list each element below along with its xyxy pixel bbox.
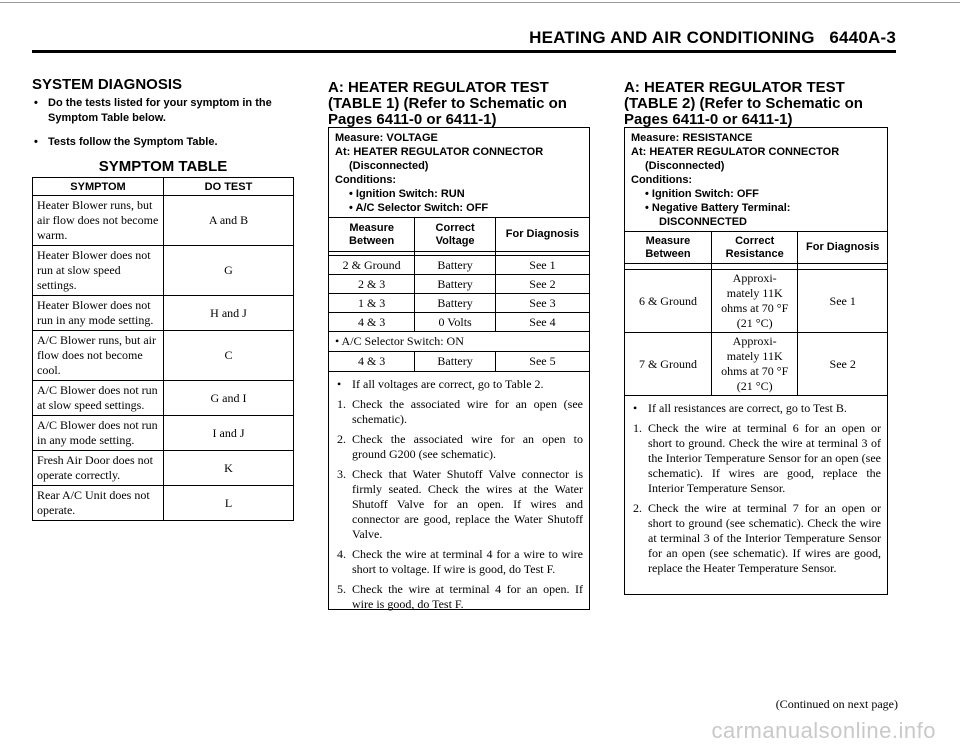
test-cell: L <box>164 486 294 521</box>
subcondition-row <box>329 332 589 352</box>
symptom-cell: Heater Blower does not run in any mode setting. <box>33 296 164 331</box>
test1-table <box>329 217 589 371</box>
at-sub-label: (Disconnected) <box>645 160 725 172</box>
between-cell: 2 & Ground <box>329 256 415 275</box>
step-number: 1. <box>633 421 642 435</box>
column-header: Correct Resistance <box>711 232 797 264</box>
between-cell: 4 & 3 <box>329 352 415 371</box>
at-label: At: HEATER REGULATOR CONNECTOR <box>631 146 840 158</box>
test-cell: A and B <box>164 196 294 246</box>
at-sub-label: (Disconnected) <box>349 160 429 172</box>
measure-label: Measure: RESISTANCE <box>631 132 753 144</box>
diag-cell: See 1 <box>495 256 589 275</box>
subcondition-cell: • A/C Selector Switch: ON <box>329 332 589 352</box>
symptom-cell: Fresh Air Door does not operate correctly. <box>33 451 164 486</box>
table-row <box>33 381 294 416</box>
conditions-label: Conditions: <box>631 174 693 186</box>
watermark: carmanualsonline.info <box>711 718 936 743</box>
table-row <box>33 196 294 246</box>
note-text: Check the associated wire for an open to ground G200 (see schematic). <box>352 431 583 461</box>
table-row <box>33 486 294 521</box>
test1-box <box>328 127 590 610</box>
step-number: 4. <box>337 546 346 561</box>
table-row <box>625 333 887 396</box>
symptom-cell: Heater Blower runs, but air flow does not become warm. <box>33 196 164 246</box>
note-text: Check the wire at terminal 7 for an open or short to ground (see schematic). Check the wire at terminal 3 of the Interior Temperature Sensor for an open (see schematic). If wires are good, replace the Heater Temperature Sensor. <box>648 501 881 575</box>
test2-box <box>624 127 888 595</box>
diag-cell: See 5 <box>495 352 589 371</box>
at-label: At: HEATER REGULATOR CONNECTOR <box>335 146 544 158</box>
table-header-row <box>625 232 887 264</box>
note-text: Check the wire at terminal 6 for an open or short to ground. Check the wire at terminal 3 of the Interior Temperature Sensor for an open (see schematic). If wires are good, replace the Interior Temperature Sensor. <box>648 421 881 495</box>
table-row <box>329 313 589 332</box>
notes-list <box>335 377 583 612</box>
column-header: For Diagnosis <box>798 232 887 264</box>
note-step <box>335 432 583 462</box>
test-cell: I and J <box>164 416 294 451</box>
note-text: If all voltages are correct, go to Table 2. <box>352 376 544 391</box>
between-cell: 1 & 3 <box>329 294 415 313</box>
test-cell: G and I <box>164 381 294 416</box>
note-text: Check the wire at terminal 4 for an open. If wire is good, do Test F. <box>352 581 583 611</box>
table-row <box>33 451 294 486</box>
condition-item: • A/C Selector Switch: OFF <box>349 202 489 214</box>
column-header: For Diagnosis <box>495 218 589 252</box>
value-cell: Approxi- mately 11K ohms at 70 °F (21 °C) <box>711 333 797 396</box>
note-bullet <box>631 401 881 416</box>
test2-conditions <box>625 128 887 231</box>
value-cell: Battery <box>415 294 496 313</box>
test-cell: H and J <box>164 296 294 331</box>
continued-note: (Continued on next page) <box>775 697 898 711</box>
notes-list <box>631 401 881 576</box>
system-diagnosis-bullets <box>32 96 294 159</box>
between-cell: 6 & Ground <box>625 270 711 333</box>
test2-notes <box>625 395 887 576</box>
table-row <box>329 275 589 294</box>
diag-cell: See 2 <box>495 275 589 294</box>
top-rule <box>0 2 960 3</box>
symptom-cell: A/C Blower does not run at slow speed settings. <box>33 381 164 416</box>
conditions-label: Conditions: <box>335 174 397 186</box>
test2-table <box>625 231 887 395</box>
symptom-table <box>32 177 294 521</box>
between-cell: 7 & Ground <box>625 333 711 396</box>
table-header-row <box>33 178 294 196</box>
symptom-cell: A/C Blower does not run in any mode setting. <box>33 416 164 451</box>
table-row <box>625 270 887 333</box>
value-cell: Approxi- mately 11K ohms at 70 °F (21 °C) <box>711 270 797 333</box>
note-step <box>631 501 881 576</box>
between-cell: 2 & 3 <box>329 275 415 294</box>
step-number: 2. <box>633 501 642 515</box>
step-number: 2. <box>337 431 346 446</box>
note-text: If all resistances are correct, go to Test B. <box>648 401 847 415</box>
symptom-cell: A/C Blower runs, but air flow does not become cool. <box>33 331 164 381</box>
table-row <box>329 352 589 371</box>
page-header-title: HEATING AND AIR CONDITIONING 6440A-3 <box>529 28 896 47</box>
bullet-item: • Tests follow the Symptom Table. <box>32 135 294 150</box>
column-header: Correct Voltage <box>415 218 496 252</box>
header-rule <box>32 50 896 53</box>
note-text: Check the associated wire for an open (see schematic). <box>352 396 583 426</box>
bullet-mark: • <box>633 401 638 415</box>
value-cell: Battery <box>415 256 496 275</box>
step-number: 3. <box>337 466 346 481</box>
note-step <box>335 582 583 612</box>
column-header: Measure Between <box>625 232 711 264</box>
table-row <box>33 296 294 331</box>
value-cell: Battery <box>415 275 496 294</box>
diag-cell: See 3 <box>495 294 589 313</box>
table-row <box>33 246 294 296</box>
table-row <box>329 294 589 313</box>
test1-conditions <box>329 128 589 217</box>
condition-item: • Ignition Switch: RUN <box>349 188 465 200</box>
test1-title: A: HEATER REGULATOR TEST (TABLE 1) (Refer to Schematic on Pages 6411-0 or 6411-1) <box>328 79 567 128</box>
column-header: Measure Between <box>329 218 415 252</box>
value-cell: Battery <box>415 352 496 371</box>
table-row <box>33 331 294 381</box>
step-number: 1. <box>337 396 346 411</box>
symptom-cell: Rear A/C Unit does not operate. <box>33 486 164 521</box>
diag-cell: See 1 <box>798 270 887 333</box>
measure-label: Measure: VOLTAGE <box>335 132 438 144</box>
condition-item: • Negative Battery Terminal: <box>645 202 791 214</box>
symptom-cell: Heater Blower does not run at slow speed settings. <box>33 246 164 296</box>
test-cell: G <box>164 246 294 296</box>
system-diagnosis-title: SYSTEM DIAGNOSIS <box>32 76 183 93</box>
symptom-table-title: SYMPTOM TABLE <box>98 158 228 175</box>
column-header: DO TEST <box>164 178 294 196</box>
diag-cell: See 2 <box>798 333 887 396</box>
diag-cell: See 4 <box>495 313 589 332</box>
between-cell: 4 & 3 <box>329 313 415 332</box>
note-step <box>631 421 881 496</box>
note-bullet <box>335 377 583 392</box>
step-number: 5. <box>337 581 346 596</box>
column-header: SYMPTOM <box>33 178 164 196</box>
bullet-item: • Do the tests listed for your symptom in the Symptom Table below. <box>32 96 294 126</box>
note-step <box>335 467 583 542</box>
condition-item: • Ignition Switch: OFF <box>645 188 759 200</box>
test-cell: K <box>164 451 294 486</box>
note-step <box>335 547 583 577</box>
table-row <box>33 416 294 451</box>
bullet-mark: • <box>337 376 342 391</box>
test2-title: A: HEATER REGULATOR TEST (TABLE 2) (Refer to Schematic on Pages 6411-0 or 6411-1) <box>624 79 863 128</box>
note-step <box>335 397 583 427</box>
note-text: Check that Water Shutoff Valve connector is firmly seated. Check the wires at the Water Shutoff Valve for an open. If wires and connector are good, replace the Water Shutoff Valve. <box>352 466 583 541</box>
table-header-row <box>329 218 589 252</box>
condition-sub-item: DISCONNECTED <box>659 216 748 228</box>
value-cell: 0 Volts <box>415 313 496 332</box>
test1-notes <box>329 371 589 612</box>
test-cell: C <box>164 331 294 381</box>
table-row <box>329 256 589 275</box>
note-text: Check the wire at terminal 4 for a wire to wire short to voltage. If wire is good, do Test F. <box>352 546 583 576</box>
